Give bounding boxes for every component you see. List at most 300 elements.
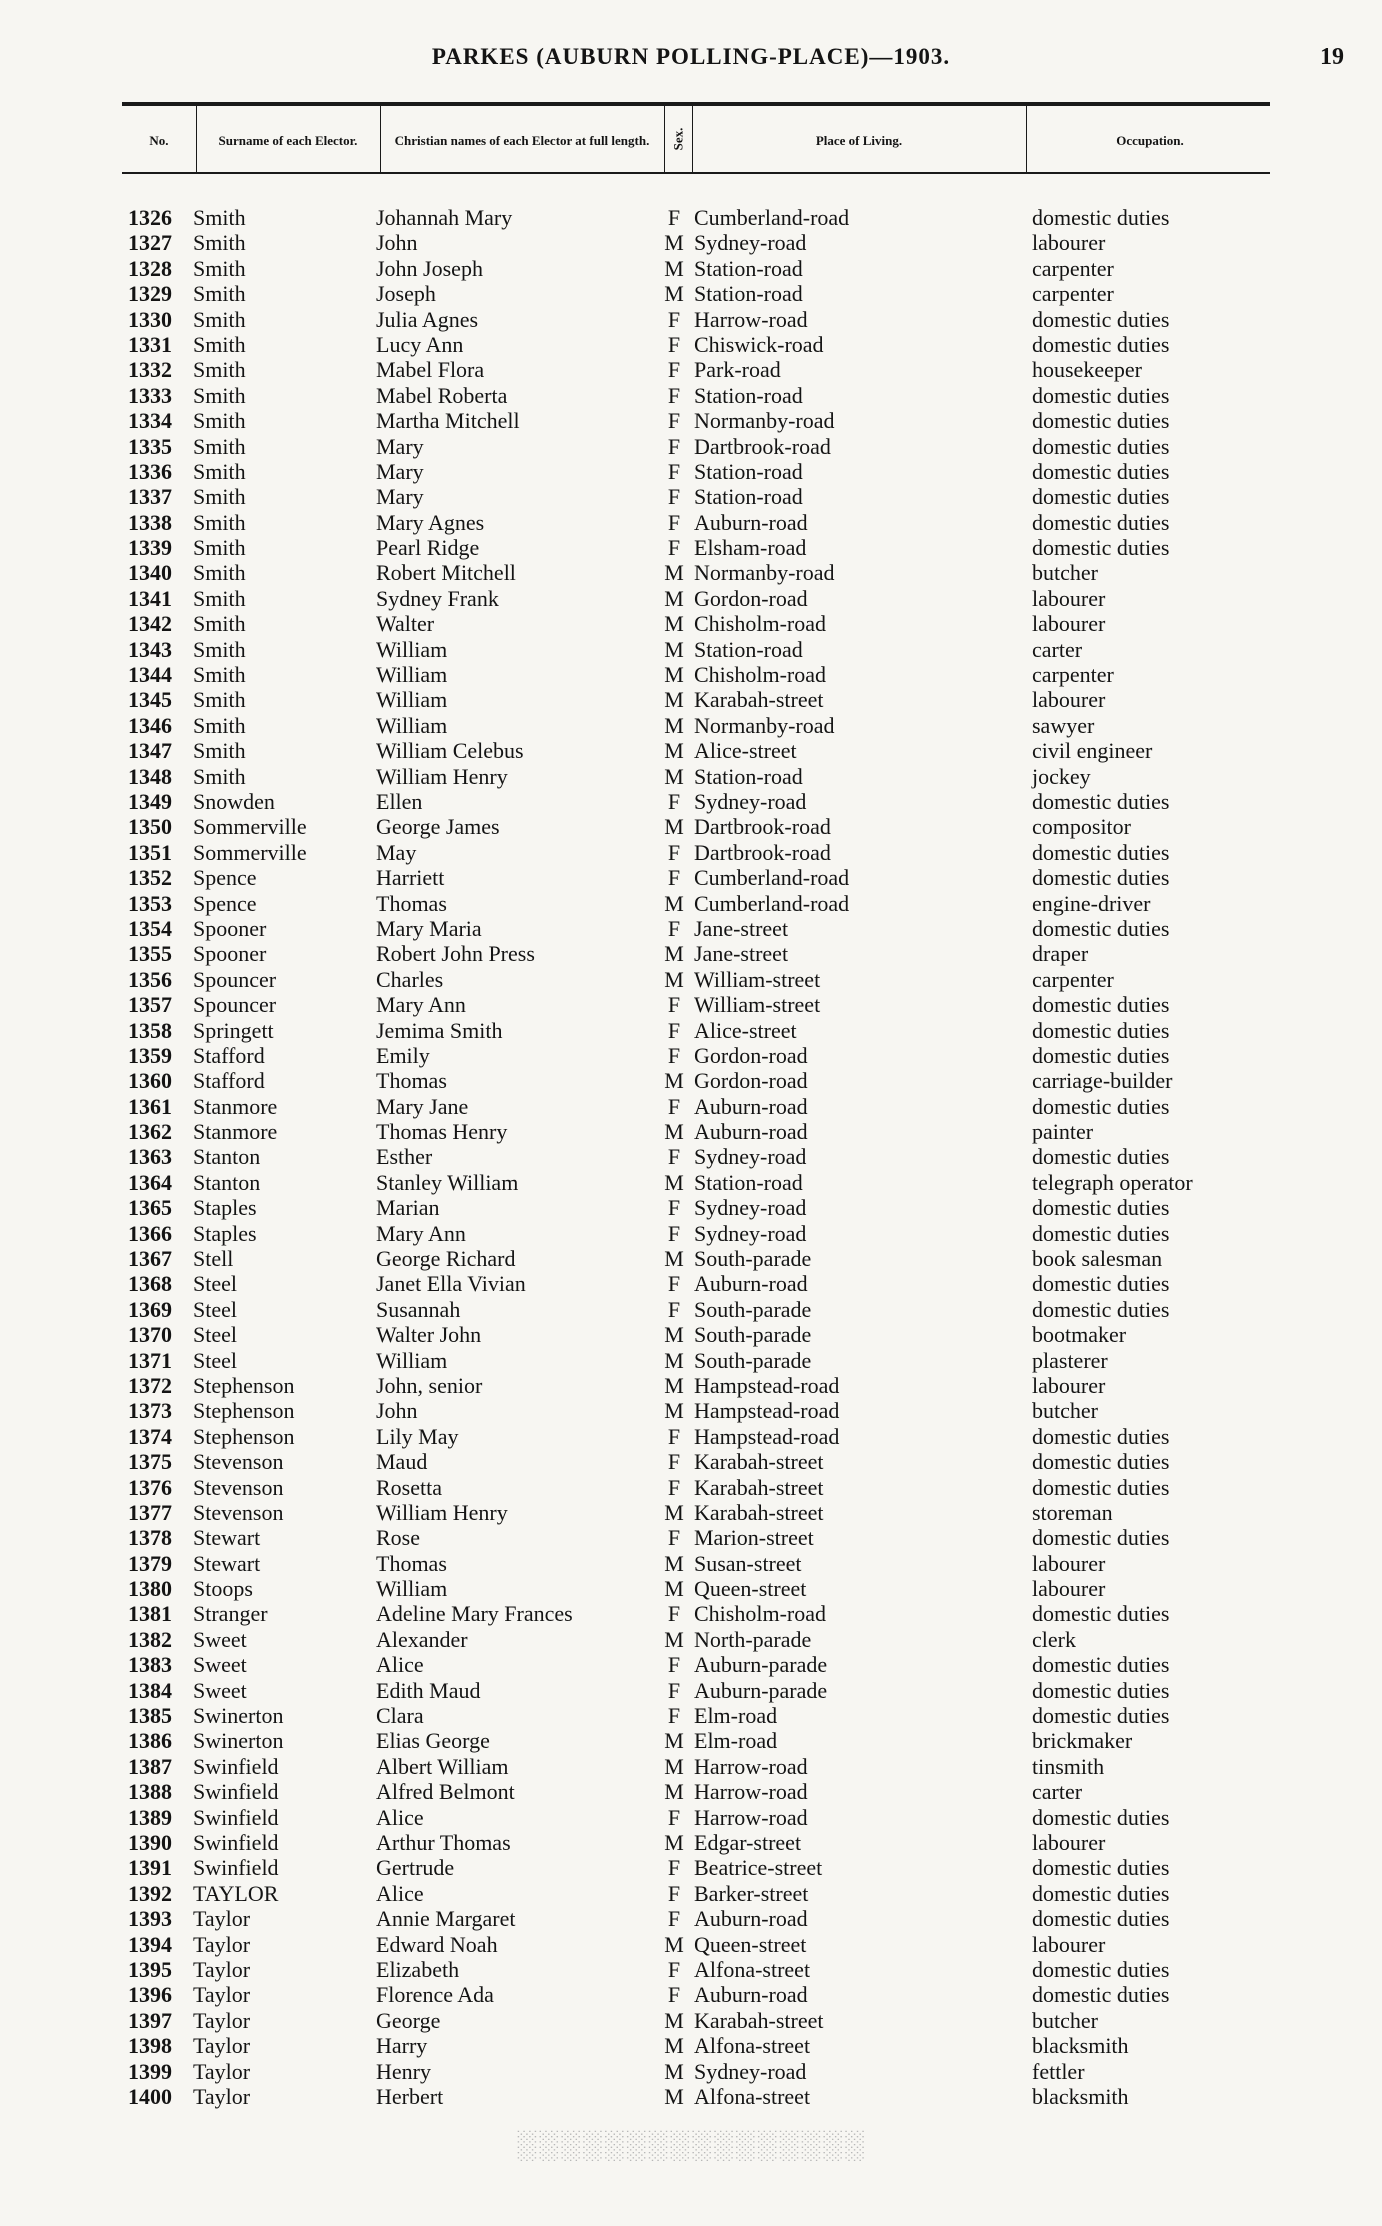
elector-number: 1336 bbox=[128, 458, 172, 484]
surname: Swinfield bbox=[193, 1855, 279, 1881]
occupation: domestic duties bbox=[1032, 1906, 1170, 1932]
surname: Sommerville bbox=[193, 839, 307, 865]
christian-names: Mary Agnes bbox=[376, 509, 485, 535]
elector-number: 1341 bbox=[128, 585, 172, 611]
occupation: domestic duties bbox=[1032, 1982, 1170, 2008]
elector-number: 1354 bbox=[128, 915, 172, 941]
occupation: labourer bbox=[1032, 687, 1106, 713]
sex: M bbox=[664, 230, 684, 256]
place-of-living: Station-road bbox=[694, 1169, 803, 1195]
elector-number: 1378 bbox=[128, 1525, 172, 1551]
christian-names: Sydney Frank bbox=[376, 585, 499, 611]
place-of-living: South-parade bbox=[694, 1296, 812, 1322]
elector-number: 1362 bbox=[128, 1119, 172, 1145]
elector-number: 1388 bbox=[128, 1779, 172, 1805]
occupation: carriage-builder bbox=[1032, 1068, 1173, 1094]
christian-names: Edward Noah bbox=[376, 1931, 498, 1957]
surname: Smith bbox=[193, 763, 246, 789]
faded-library-stamp: ░░░░░░░░░░░░░░░░ bbox=[516, 2130, 866, 2161]
elector-number: 1353 bbox=[128, 890, 172, 916]
place-of-living: Beatrice-street bbox=[694, 1855, 823, 1881]
place-of-living: Auburn-road bbox=[694, 1271, 808, 1297]
elector-number: 1365 bbox=[128, 1195, 172, 1221]
christian-names: Herbert bbox=[376, 2083, 444, 2109]
table-row bbox=[0, 586, 1382, 611]
elector-number: 1340 bbox=[128, 560, 172, 586]
surname: Smith bbox=[193, 382, 246, 408]
elector-number: 1333 bbox=[128, 382, 172, 408]
christian-names: George bbox=[376, 2007, 441, 2033]
table-row bbox=[0, 408, 1382, 433]
place-of-living: Auburn-road bbox=[694, 1093, 808, 1119]
occupation: jockey bbox=[1032, 763, 1091, 789]
occupation: domestic duties bbox=[1032, 382, 1170, 408]
elector-number: 1337 bbox=[128, 484, 172, 510]
table-row bbox=[0, 764, 1382, 789]
table-row bbox=[0, 941, 1382, 966]
place-of-living: Chiswick-road bbox=[694, 331, 824, 357]
surname: Spooner bbox=[193, 941, 267, 967]
christian-names: William bbox=[376, 712, 448, 738]
christian-names: Lucy Ann bbox=[376, 331, 464, 357]
table-row bbox=[0, 1678, 1382, 1703]
surname: Stanmore bbox=[193, 1093, 278, 1119]
elector-number: 1331 bbox=[128, 331, 172, 357]
elector-number: 1396 bbox=[128, 1982, 172, 2008]
sex: M bbox=[664, 1169, 684, 1195]
table-row bbox=[0, 1195, 1382, 1220]
sex: F bbox=[667, 1449, 681, 1475]
occupation: blacksmith bbox=[1032, 2033, 1129, 2059]
christian-names: Mary Maria bbox=[376, 915, 482, 941]
elector-number: 1400 bbox=[128, 2083, 172, 2109]
table-row bbox=[0, 1322, 1382, 1347]
table-row bbox=[0, 916, 1382, 941]
sex: F bbox=[667, 992, 681, 1018]
elector-number: 1343 bbox=[128, 636, 172, 662]
table-row bbox=[0, 1170, 1382, 1195]
place-of-living: Jane-street bbox=[694, 915, 789, 941]
sex: M bbox=[664, 281, 684, 307]
sex: F bbox=[667, 408, 681, 434]
table-row bbox=[0, 1728, 1382, 1753]
christian-names: Thomas Henry bbox=[376, 1119, 508, 1145]
sex: M bbox=[664, 2033, 684, 2059]
place-of-living: Harrow-road bbox=[694, 306, 808, 332]
sex: M bbox=[664, 1753, 684, 1779]
christian-names: Elias George bbox=[376, 1728, 490, 1754]
christian-names: Thomas bbox=[376, 1068, 447, 1094]
place-of-living: North-parade bbox=[694, 1626, 812, 1652]
occupation: fettler bbox=[1032, 2058, 1085, 2084]
surname: Smith bbox=[193, 205, 246, 230]
place-of-living: William-street bbox=[694, 966, 821, 992]
occupation: domestic duties bbox=[1032, 1296, 1170, 1322]
elector-number: 1351 bbox=[128, 839, 172, 865]
elector-number: 1326 bbox=[128, 205, 172, 230]
christian-names: Walter bbox=[376, 611, 435, 637]
occupation: draper bbox=[1032, 941, 1089, 967]
occupation: domestic duties bbox=[1032, 839, 1170, 865]
sex: F bbox=[667, 1880, 681, 1906]
elector-number: 1385 bbox=[128, 1703, 172, 1729]
sex: M bbox=[664, 560, 684, 586]
occupation: sawyer bbox=[1032, 712, 1095, 738]
occupation: domestic duties bbox=[1032, 1271, 1170, 1297]
table-row bbox=[0, 383, 1382, 408]
header-place-of-living: Place of Living. bbox=[815, 133, 903, 148]
christian-names: Adeline Mary Frances bbox=[376, 1601, 573, 1627]
occupation: domestic duties bbox=[1032, 1474, 1170, 1500]
occupation: domestic duties bbox=[1032, 1195, 1170, 1221]
place-of-living: Edgar-street bbox=[694, 1830, 802, 1855]
sex: M bbox=[664, 255, 684, 281]
christian-names: Jemima Smith bbox=[376, 1017, 503, 1043]
surname: Stanton bbox=[193, 1144, 261, 1170]
christian-names: William bbox=[376, 687, 448, 713]
elector-number: 1339 bbox=[128, 535, 172, 561]
elector-number: 1360 bbox=[128, 1068, 172, 1094]
christian-names: William Celebus bbox=[376, 738, 524, 764]
surname: Stevenson bbox=[193, 1499, 284, 1525]
sex: M bbox=[664, 1322, 684, 1348]
elector-number: 1338 bbox=[128, 509, 172, 535]
christian-names: Alice bbox=[376, 1880, 424, 1906]
occupation: clerk bbox=[1032, 1626, 1076, 1652]
sex: F bbox=[667, 1525, 681, 1551]
elector-number: 1368 bbox=[128, 1271, 172, 1297]
place-of-living: Park-road bbox=[694, 357, 781, 383]
elector-number: 1332 bbox=[128, 357, 172, 383]
christian-names: May bbox=[376, 839, 417, 865]
sex: F bbox=[667, 306, 681, 332]
occupation: domestic duties bbox=[1032, 1652, 1170, 1678]
place-of-living: Normanby-road bbox=[694, 712, 835, 738]
christian-names: Susannah bbox=[376, 1296, 461, 1322]
elector-number: 1386 bbox=[128, 1728, 172, 1754]
surname: Sweet bbox=[193, 1652, 247, 1678]
elector-number: 1370 bbox=[128, 1322, 172, 1348]
sex: F bbox=[667, 1093, 681, 1119]
sex: F bbox=[667, 535, 681, 561]
surname: Steel bbox=[193, 1271, 237, 1297]
place-of-living: Cumberland-road bbox=[694, 890, 850, 916]
place-of-living: Normanby-road bbox=[694, 408, 835, 434]
surname: Smith bbox=[193, 458, 246, 484]
surname: Spouncer bbox=[193, 966, 277, 992]
surname: Swinfield bbox=[193, 1804, 279, 1830]
table-row bbox=[0, 434, 1382, 459]
place-of-living: Karabah-street bbox=[694, 1499, 824, 1525]
sex: M bbox=[664, 890, 684, 916]
occupation: bootmaker bbox=[1032, 1322, 1127, 1348]
table-row bbox=[0, 307, 1382, 332]
table-row bbox=[0, 1449, 1382, 1474]
sex: M bbox=[664, 1779, 684, 1805]
sex: F bbox=[667, 357, 681, 383]
surname: Staples bbox=[193, 1220, 257, 1246]
place-of-living: Station-road bbox=[694, 382, 803, 408]
occupation: tinsmith bbox=[1032, 1753, 1105, 1779]
sex: M bbox=[664, 611, 684, 637]
occupation: domestic duties bbox=[1032, 205, 1170, 230]
place-of-living: Jane-street bbox=[694, 941, 789, 967]
christian-names: Martha Mitchell bbox=[376, 408, 520, 434]
occupation: domestic duties bbox=[1032, 788, 1170, 814]
table-row bbox=[0, 814, 1382, 839]
surname: Taylor bbox=[193, 2007, 251, 2033]
christian-names: John bbox=[376, 230, 418, 256]
table-row bbox=[0, 1424, 1382, 1449]
surname: Taylor bbox=[193, 2058, 251, 2084]
table-row bbox=[0, 1805, 1382, 1830]
table-row bbox=[0, 1373, 1382, 1398]
place-of-living: Hampstead-road bbox=[694, 1372, 840, 1398]
elector-number: 1361 bbox=[128, 1093, 172, 1119]
elector-number: 1377 bbox=[128, 1499, 172, 1525]
surname: Smith bbox=[193, 306, 246, 332]
elector-number: 1373 bbox=[128, 1398, 172, 1424]
place-of-living: Auburn-parade bbox=[694, 1652, 828, 1678]
table-row bbox=[0, 1297, 1382, 1322]
surname: Taylor bbox=[193, 1931, 251, 1957]
occupation: domestic duties bbox=[1032, 408, 1170, 434]
elector-number: 1390 bbox=[128, 1830, 172, 1855]
occupation: housekeeper bbox=[1032, 357, 1142, 383]
table-row bbox=[0, 713, 1382, 738]
surname: Stephenson bbox=[193, 1423, 295, 1449]
occupation: domestic duties bbox=[1032, 1017, 1170, 1043]
place-of-living: Normanby-road bbox=[694, 560, 835, 586]
table-row bbox=[0, 840, 1382, 865]
surname: Snowden bbox=[193, 788, 275, 814]
surname: Staples bbox=[193, 1195, 257, 1221]
surname: Smith bbox=[193, 433, 246, 459]
surname: Smith bbox=[193, 357, 246, 383]
christian-names: Walter John bbox=[376, 1322, 482, 1348]
surname: Smith bbox=[193, 535, 246, 561]
place-of-living: Auburn-road bbox=[694, 1982, 808, 2008]
place-of-living: Chisholm-road bbox=[694, 611, 826, 637]
sex: M bbox=[664, 636, 684, 662]
occupation: domestic duties bbox=[1032, 1804, 1170, 1830]
surname: Swinfield bbox=[193, 1779, 279, 1805]
christian-names: Mary bbox=[376, 484, 424, 510]
table-row bbox=[0, 967, 1382, 992]
table-row bbox=[0, 1855, 1382, 1880]
place-of-living: Queen-street bbox=[694, 1931, 807, 1957]
place-of-living: Hampstead-road bbox=[694, 1398, 840, 1424]
occupation: domestic duties bbox=[1032, 1855, 1170, 1881]
place-of-living: Sydney-road bbox=[694, 1220, 807, 1246]
surname: Taylor bbox=[193, 1906, 251, 1932]
surname: Stanmore bbox=[193, 1119, 278, 1145]
sex: F bbox=[667, 458, 681, 484]
christian-names: George James bbox=[376, 814, 500, 840]
place-of-living: Sydney-road bbox=[694, 2058, 807, 2084]
occupation: domestic duties bbox=[1032, 1423, 1170, 1449]
place-of-living: Alfona-street bbox=[694, 1956, 811, 1982]
surname: Smith bbox=[193, 230, 246, 256]
sex: F bbox=[667, 1271, 681, 1297]
place-of-living: Barker-street bbox=[694, 1880, 809, 1906]
christian-names: William Henry bbox=[376, 763, 508, 789]
table-row bbox=[0, 1398, 1382, 1423]
place-of-living: Marion-street bbox=[694, 1525, 814, 1551]
christian-names: Henry bbox=[376, 2058, 431, 2084]
table-row bbox=[0, 637, 1382, 662]
sex: M bbox=[664, 763, 684, 789]
elector-number: 1359 bbox=[128, 1042, 172, 1068]
sex: F bbox=[667, 1982, 681, 2008]
table-row bbox=[0, 1475, 1382, 1500]
place-of-living: Alfona-street bbox=[694, 2033, 811, 2059]
surname: Taylor bbox=[193, 1956, 251, 1982]
table-row bbox=[0, 1221, 1382, 1246]
elector-number: 1342 bbox=[128, 611, 172, 637]
occupation: domestic duties bbox=[1032, 1956, 1170, 1982]
surname: Smith bbox=[193, 738, 246, 764]
table-row bbox=[0, 205, 1382, 230]
christian-names: Emily bbox=[376, 1042, 430, 1068]
table-row bbox=[0, 1551, 1382, 1576]
elector-number: 1366 bbox=[128, 1220, 172, 1246]
christian-names: Rose bbox=[376, 1525, 420, 1551]
occupation: carpenter bbox=[1032, 255, 1114, 281]
surname: Smith bbox=[193, 408, 246, 434]
table-row bbox=[0, 484, 1382, 509]
elector-number: 1375 bbox=[128, 1449, 172, 1475]
occupation: carpenter bbox=[1032, 966, 1114, 992]
place-of-living: Station-road bbox=[694, 255, 803, 281]
table-row bbox=[0, 1652, 1382, 1677]
table-row bbox=[0, 1957, 1382, 1982]
sex: F bbox=[667, 1474, 681, 1500]
sex: F bbox=[667, 1601, 681, 1627]
sex: M bbox=[664, 2007, 684, 2033]
occupation: domestic duties bbox=[1032, 1601, 1170, 1627]
occupation: domestic duties bbox=[1032, 1703, 1170, 1729]
elector-number: 1334 bbox=[128, 408, 172, 434]
place-of-living: Dartbrook-road bbox=[694, 433, 831, 459]
christian-names: Mabel Roberta bbox=[376, 382, 508, 408]
occupation: carpenter bbox=[1032, 281, 1114, 307]
surname: Stephenson bbox=[193, 1372, 295, 1398]
christian-names: John, senior bbox=[376, 1372, 483, 1398]
elector-number: 1352 bbox=[128, 865, 172, 891]
surname: Stevenson bbox=[193, 1449, 284, 1475]
christian-names: Mary bbox=[376, 458, 424, 484]
christian-names: Robert Mitchell bbox=[376, 560, 516, 586]
elector-number: 1369 bbox=[128, 1296, 172, 1322]
surname: Swinfield bbox=[193, 1830, 279, 1855]
occupation: domestic duties bbox=[1032, 915, 1170, 941]
elector-number: 1345 bbox=[128, 687, 172, 713]
elector-number: 1389 bbox=[128, 1804, 172, 1830]
occupation: carpenter bbox=[1032, 662, 1114, 688]
sex: F bbox=[667, 788, 681, 814]
surname: Spooner bbox=[193, 915, 267, 941]
table-row bbox=[0, 560, 1382, 585]
header-surname: Surname of each Elector. bbox=[218, 133, 358, 148]
elector-number: 1379 bbox=[128, 1550, 172, 1576]
christian-names: Thomas bbox=[376, 890, 447, 916]
table-row bbox=[0, 738, 1382, 763]
sex: M bbox=[664, 941, 684, 967]
sex: F bbox=[667, 1195, 681, 1221]
occupation: domestic duties bbox=[1032, 1525, 1170, 1551]
place-of-living: Harrow-road bbox=[694, 1779, 808, 1805]
sex: F bbox=[667, 839, 681, 865]
place-of-living: Gordon-road bbox=[694, 1042, 808, 1068]
column-divider bbox=[1026, 106, 1027, 172]
christian-names: Mary Jane bbox=[376, 1093, 469, 1119]
surname: Sweet bbox=[193, 1677, 247, 1703]
place-of-living: Auburn-road bbox=[694, 509, 808, 535]
sex: M bbox=[664, 1830, 684, 1855]
christian-names: Arthur Thomas bbox=[376, 1830, 511, 1855]
sex: F bbox=[667, 1677, 681, 1703]
elector-number: 1350 bbox=[128, 814, 172, 840]
elector-number: 1382 bbox=[128, 1626, 172, 1652]
table-row bbox=[0, 230, 1382, 255]
occupation: carter bbox=[1032, 1779, 1083, 1805]
occupation: domestic duties bbox=[1032, 458, 1170, 484]
christian-names: William Henry bbox=[376, 1499, 508, 1525]
table-row bbox=[0, 1982, 1382, 2007]
table-row bbox=[0, 1246, 1382, 1271]
occupation: domestic duties bbox=[1032, 1677, 1170, 1703]
place-of-living: Alfona-street bbox=[694, 2083, 811, 2109]
place-of-living: Susan-street bbox=[694, 1550, 802, 1576]
place-of-living: Alice-street bbox=[694, 1017, 797, 1043]
electors-list bbox=[0, 205, 1382, 2109]
elector-number: 1328 bbox=[128, 255, 172, 281]
sex: M bbox=[664, 1626, 684, 1652]
table-row bbox=[0, 535, 1382, 560]
table-row bbox=[0, 1754, 1382, 1779]
surname: Stewart bbox=[193, 1525, 261, 1551]
elector-number: 1329 bbox=[128, 281, 172, 307]
elector-number: 1364 bbox=[128, 1169, 172, 1195]
surname: Taylor bbox=[193, 2033, 251, 2059]
christian-names: Thomas bbox=[376, 1550, 447, 1576]
header-top-rule bbox=[122, 102, 1270, 106]
sex: M bbox=[664, 1347, 684, 1373]
sex: F bbox=[667, 509, 681, 535]
page-title: PARKES (AUBURN POLLING-PLACE)—1903. bbox=[431, 44, 951, 69]
table-row bbox=[0, 2059, 1382, 2084]
place-of-living: Sydney-road bbox=[694, 1144, 807, 1170]
christian-names: Mary Ann bbox=[376, 1220, 466, 1246]
place-of-living: Chisholm-road bbox=[694, 662, 826, 688]
table-row bbox=[0, 1881, 1382, 1906]
elector-number: 1398 bbox=[128, 2033, 172, 2059]
occupation: domestic duties bbox=[1032, 865, 1170, 891]
surname: Steel bbox=[193, 1322, 237, 1348]
elector-number: 1383 bbox=[128, 1652, 172, 1678]
table-row bbox=[0, 1500, 1382, 1525]
header-bottom-rule bbox=[122, 172, 1270, 174]
table-row bbox=[0, 510, 1382, 535]
christian-names: Mary Ann bbox=[376, 992, 466, 1018]
sex: M bbox=[664, 2083, 684, 2109]
place-of-living: South-parade bbox=[694, 1347, 812, 1373]
elector-number: 1344 bbox=[128, 662, 172, 688]
occupation: butcher bbox=[1032, 1398, 1098, 1424]
sex: F bbox=[667, 1220, 681, 1246]
place-of-living: Karabah-street bbox=[694, 2007, 824, 2033]
